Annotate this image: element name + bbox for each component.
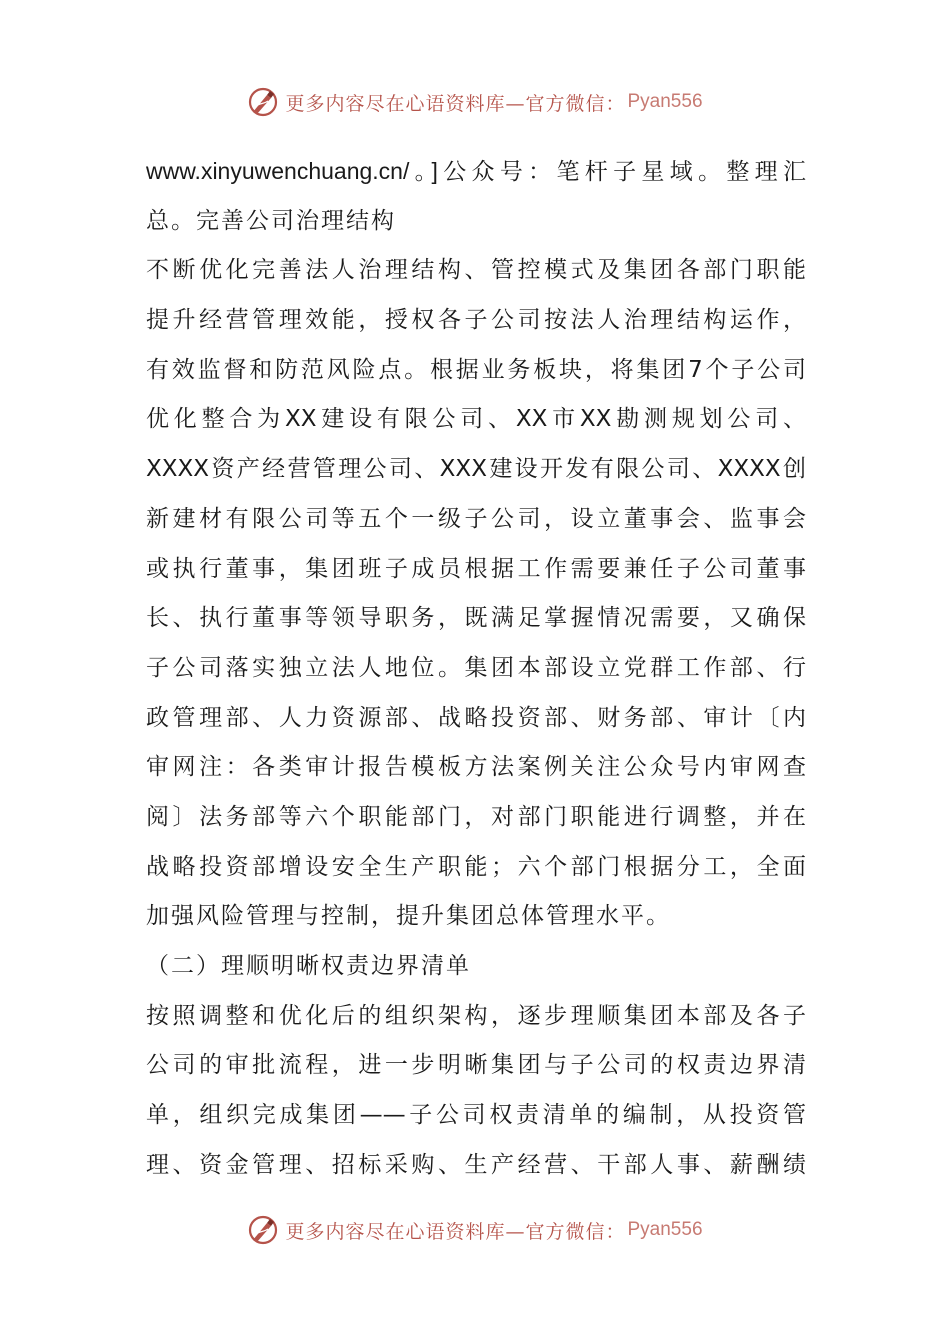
- text-line: 长、执行董事等领导职务，既满足掌握情况需要，又确保: [146, 605, 806, 632]
- footer-watermark: [0, 1208, 950, 1252]
- text-line: 公司的审批流程，进一步明晰集团与子公司的权责边界清: [146, 1052, 806, 1079]
- text-line: 新建材有限公司等五个一级子公司，设立董事会、监事会: [146, 505, 806, 532]
- text-line: 理、资金管理、招标采购、生产经营、干部人事、薪酬绩: [146, 1151, 806, 1178]
- text-line: www.xinyuwenchuang.cn/。]公众号：笔杆子星域。整理汇: [146, 158, 806, 184]
- pen-logo-icon: [247, 86, 279, 118]
- text-line: 按照调整和优化后的组织架构，逐步理顺集团本部及各子: [146, 1002, 806, 1029]
- text-line: 总。完善公司治理结构: [146, 207, 396, 234]
- text-line: 不断优化完善法人治理结构、管控模式及集团各部门职能: [146, 257, 806, 284]
- watermark-handle: Pyan556: [627, 91, 703, 112]
- section-heading: （二）理顺明晰权责边界清单: [146, 953, 471, 979]
- pen-logo-icon: [247, 1214, 279, 1246]
- text-line: 审网注：各类审计报告模板方法案例关注公众号内审网查: [146, 754, 806, 781]
- text-line: 优化整合为XX建设有限公司、XX市XX勘测规划公司、: [146, 406, 806, 433]
- text-line: 有效监督和防范风险点。根据业务板块，将集团7个子公司: [146, 356, 806, 383]
- text-line: 政管理部、人力资源部、战略投资部、财务部、审计〔内: [146, 704, 806, 731]
- header-watermark: [0, 80, 950, 124]
- watermark-text: 更多内容尽在心语资料库—官方微信：: [285, 92, 626, 115]
- text-line: 子公司落实独立法人地位。集团本部设立党群工作部、行: [146, 654, 806, 681]
- text-line: 提升经营管理效能，授权各子公司按法人治理结构运作，: [146, 307, 806, 334]
- text-line: 加强风险管理与控制，提升集团总体管理水平。: [146, 903, 671, 930]
- watermark-text: 更多内容尽在心语资料库—官方微信：: [285, 1220, 626, 1243]
- text-line: 阅〕法务部等六个职能部门，对部门职能进行调整，并在: [146, 803, 806, 830]
- watermark-handle: Pyan556: [627, 1219, 703, 1240]
- text-line: 战略投资部增设安全生产职能；六个部门根据分工，全面: [146, 853, 806, 880]
- text-line: 或执行董事，集团班子成员根据工作需要兼任子公司董事: [146, 555, 806, 582]
- document-body: [146, 147, 806, 1190]
- text-line: 单，组织完成集团——子公司权责清单的编制，从投资管: [146, 1102, 806, 1129]
- text-line: XXXX资产经营管理公司、XXX建设开发有限公司、XXXX创: [146, 456, 806, 483]
